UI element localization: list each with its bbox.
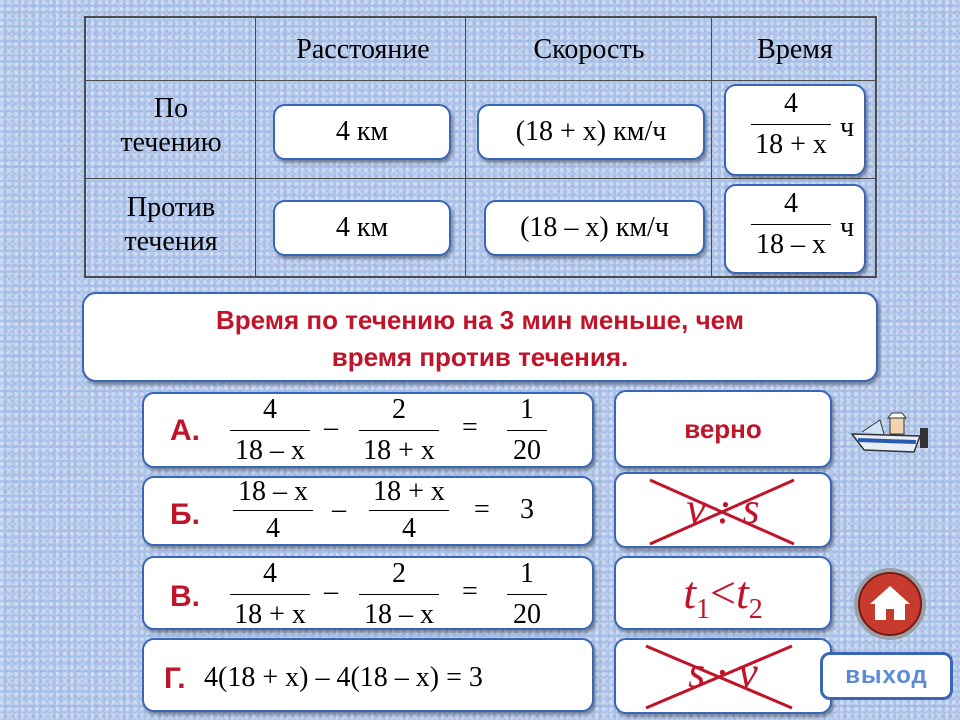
distance-upstream[interactable]: 4 км (273, 200, 451, 256)
row-label-line: течению (120, 127, 222, 158)
numerator: 4 (263, 394, 277, 425)
answer-text: верно (684, 414, 762, 444)
speed-downstream[interactable]: (18 + x) км/ч (477, 104, 705, 160)
fraction-2 (344, 558, 454, 631)
cross-out-mark (616, 640, 832, 714)
time-unit: ч (840, 112, 855, 143)
answer-formula (616, 558, 830, 645)
denominator: 20 (513, 599, 541, 630)
denominator: 18 + x (755, 129, 827, 160)
row-label-line: Против (126, 192, 216, 223)
header-distance: Расстояние (296, 34, 430, 65)
time-downstream[interactable] (724, 84, 866, 176)
denominator: 18 – x (235, 435, 305, 466)
option-b[interactable] (142, 476, 594, 546)
answer-b[interactable] (614, 472, 832, 548)
equals-sign: = (462, 412, 478, 443)
numerator: 18 + x (373, 476, 445, 507)
fraction-1 (220, 478, 326, 543)
statement-line: время против течения. (331, 342, 629, 372)
header-speed: Скорость (533, 34, 645, 65)
answer-v[interactable] (614, 556, 832, 630)
distance-downstream[interactable]: 4 км (273, 104, 451, 160)
equation: 4(18 + x) – 4(18 – x) = 3 (204, 662, 483, 693)
answer-g[interactable] (614, 638, 832, 714)
minus-sign: – (332, 494, 346, 525)
option-letter: А. (170, 414, 200, 447)
fraction (732, 188, 850, 261)
fraction-result (502, 394, 552, 467)
denominator: 4 (402, 513, 416, 544)
minus-sign: – (324, 576, 338, 607)
exit-button[interactable]: выход (820, 652, 953, 700)
time-upstream[interactable] (724, 184, 866, 274)
header-time: Время (757, 34, 833, 65)
row-label-line: течения (124, 226, 218, 257)
denominator: 18 + x (234, 599, 306, 630)
numerator: 4 (784, 88, 798, 119)
fraction-1 (220, 558, 320, 631)
row-label-upstream (86, 191, 256, 259)
numerator: 1 (520, 558, 534, 589)
numerator: 2 (392, 394, 406, 425)
t-symbol: t (683, 567, 697, 618)
denominator: 18 – x (364, 599, 434, 630)
denominator: 18 – x (756, 229, 826, 260)
equals-sign: = (462, 576, 478, 607)
option-letter: Г. (164, 662, 186, 695)
home-icon (852, 566, 928, 642)
row-label-line: По (153, 93, 189, 124)
t-symbol: t (735, 567, 749, 618)
minus-sign: – (324, 412, 338, 443)
option-a[interactable] (142, 392, 594, 468)
row-label-downstream (86, 92, 256, 160)
less-than: < (710, 567, 736, 618)
equals-sign: = (474, 494, 490, 525)
fraction-2 (344, 394, 454, 467)
answer-text: v : s (686, 484, 760, 533)
fraction-1 (220, 394, 320, 467)
answer-a[interactable] (614, 390, 832, 468)
answer-text: s · v (688, 648, 758, 697)
numerator: 18 – x (238, 476, 308, 507)
option-letter: Б. (170, 498, 200, 531)
numerator: 4 (263, 558, 277, 589)
time-unit: ч (840, 212, 855, 243)
statement-line: Время по течению на 3 мин меньше, чем (215, 305, 745, 335)
fraction-result (502, 558, 552, 631)
option-letter: В. (170, 580, 200, 613)
denominator: 20 (513, 435, 541, 466)
subscript: 1 (696, 594, 711, 626)
motorboat-icon (850, 410, 936, 460)
denominator: 18 + x (363, 435, 435, 466)
option-v[interactable] (142, 556, 594, 630)
home-button[interactable] (852, 566, 928, 642)
numerator: 4 (784, 188, 798, 219)
subscript: 2 (748, 594, 763, 626)
numerator: 2 (392, 558, 406, 589)
speed-upstream[interactable]: (18 – x) км/ч (484, 200, 705, 256)
problem-statement (82, 292, 878, 382)
result: 3 (520, 494, 534, 525)
fraction-2 (356, 478, 462, 543)
option-g[interactable] (142, 638, 594, 712)
denominator: 4 (266, 513, 280, 544)
numerator: 1 (520, 394, 534, 425)
cross-out-mark (616, 474, 832, 548)
fraction (732, 88, 850, 161)
